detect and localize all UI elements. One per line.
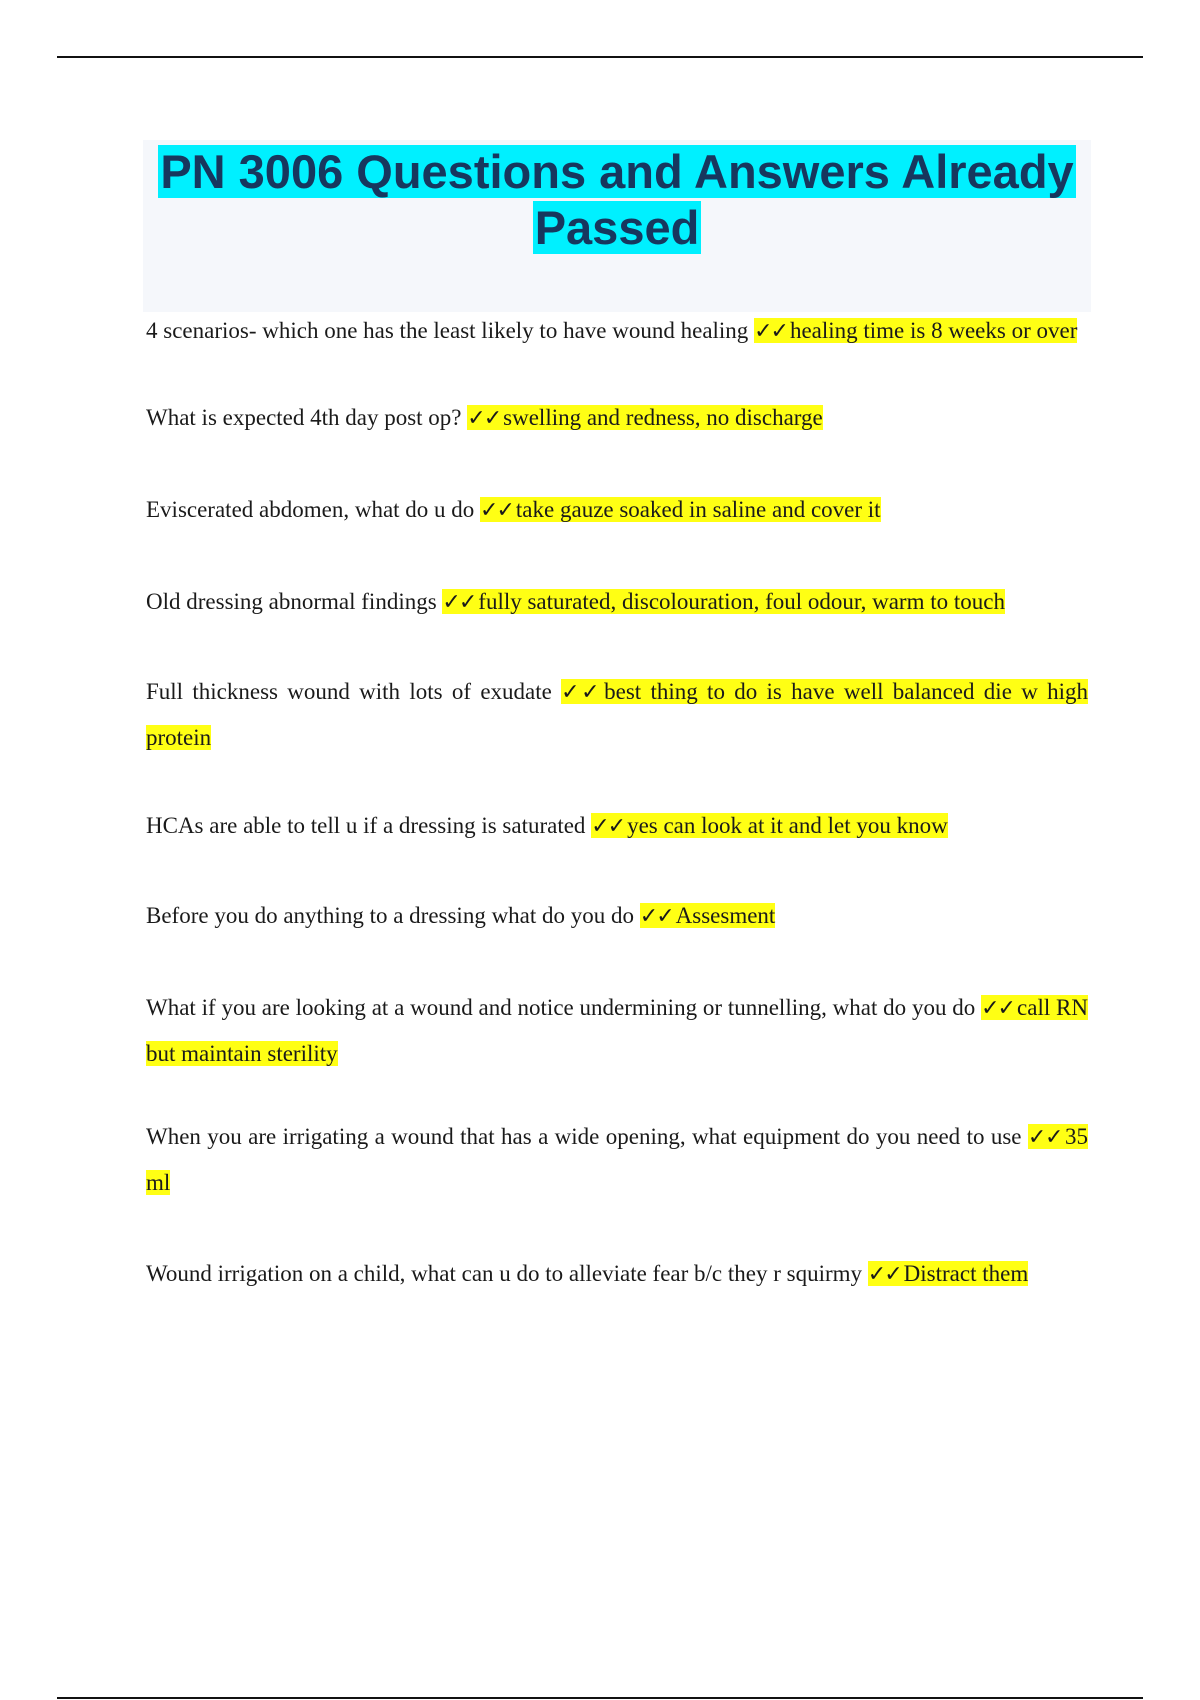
header-rule bbox=[57, 56, 1143, 58]
answer-highlight bbox=[754, 318, 1077, 343]
double-check-icon: ✓✓ bbox=[467, 406, 501, 431]
qa-item bbox=[146, 803, 1088, 849]
question-text: HCAs are able to tell u if a dressing is saturated bbox=[146, 813, 586, 838]
qa-item bbox=[146, 395, 1088, 441]
answer-text: call RN but maintain sterility bbox=[146, 995, 1088, 1066]
question-text: Wound irrigation on a child, what can u do to alleviate fear b/c they r squirmy bbox=[146, 1261, 863, 1286]
qa-list bbox=[146, 308, 1088, 1297]
qa-item bbox=[146, 893, 1088, 939]
title-line-2: Passed bbox=[534, 201, 700, 254]
answer-text: swelling and redness, no discharge bbox=[503, 405, 823, 430]
title-block bbox=[143, 140, 1091, 312]
qa-item bbox=[146, 985, 1088, 1076]
title-line-1: PN 3006 Questions and Answers Already bbox=[160, 145, 1074, 198]
answer-text: Distract them bbox=[903, 1261, 1029, 1286]
double-check-icon: ✓✓ bbox=[754, 319, 787, 344]
question-text: Full thickness wound with lots of exudate bbox=[146, 679, 552, 704]
double-check-icon: ✓✓ bbox=[981, 996, 1015, 1021]
answer-highlight bbox=[591, 813, 948, 838]
footer-rule bbox=[57, 1697, 1143, 1699]
answer-text: fully saturated, discolouration, foul odour, warm to touch bbox=[478, 589, 1005, 614]
answer-text: best thing to do is have well balanced die w high protein bbox=[146, 679, 1088, 750]
question-text: Eviscerated abdomen, what do u do bbox=[146, 497, 475, 522]
qa-item bbox=[146, 308, 1088, 354]
answer-highlight bbox=[442, 589, 1005, 614]
double-check-icon: ✓✓ bbox=[639, 904, 673, 929]
answer-highlight bbox=[480, 497, 881, 522]
answer-text: take gauze soaked in saline and cover it bbox=[515, 497, 881, 522]
double-check-icon: ✓✓ bbox=[591, 814, 625, 839]
qa-item bbox=[146, 487, 1088, 533]
answer-text: Assesment bbox=[675, 903, 776, 928]
question-text: What is expected 4th day post op? bbox=[146, 405, 462, 430]
answer-highlight bbox=[868, 1261, 1028, 1286]
double-check-icon: ✓✓ bbox=[442, 590, 476, 615]
question-text: What if you are looking at a wound and notice undermining or tunnelling, what do you do bbox=[146, 995, 976, 1020]
answer-text: yes can look at it and let you know bbox=[627, 813, 948, 838]
question-text: When you are irrigating a wound that has a wide opening, what equipment do you need to use bbox=[146, 1124, 1022, 1149]
document-title bbox=[143, 140, 1091, 256]
question-text: 4 scenarios- which one has the least likely to have wound healing bbox=[146, 318, 749, 343]
qa-item bbox=[146, 1251, 1088, 1297]
double-check-icon: ✓✓ bbox=[867, 1262, 901, 1287]
answer-text: 35 ml bbox=[146, 1124, 1089, 1195]
answer-highlight bbox=[467, 405, 822, 430]
question-text: Old dressing abnormal findings bbox=[146, 589, 437, 614]
double-check-icon: ✓✓ bbox=[1027, 1125, 1063, 1150]
answer-text: healing time is 8 weeks or over bbox=[789, 318, 1078, 343]
double-check-icon: ✓✓ bbox=[480, 498, 513, 523]
question-text: Before you do anything to a dressing what do you do bbox=[146, 903, 635, 928]
double-check-icon: ✓✓ bbox=[561, 680, 602, 705]
answer-highlight bbox=[640, 903, 776, 928]
qa-item bbox=[146, 579, 1088, 625]
qa-item bbox=[146, 1114, 1088, 1205]
qa-item bbox=[146, 669, 1088, 760]
